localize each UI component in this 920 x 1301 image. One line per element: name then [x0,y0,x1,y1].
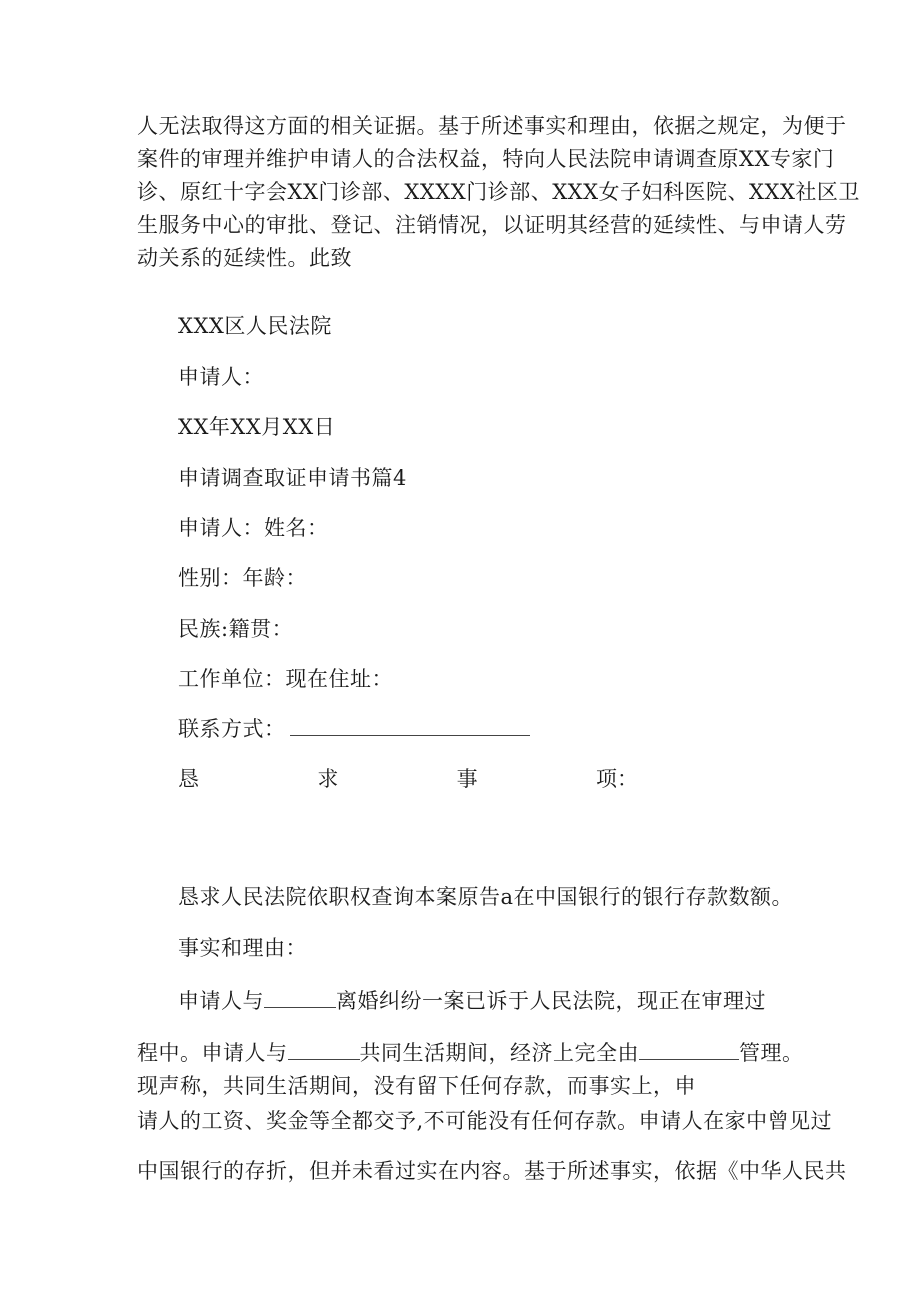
applicant-label: 申请人： [178,365,264,389]
request-char-4: 项： [595,767,638,791]
para2-line-3: 现声称，共同生活期间，没有留下任何存款，而事实上，申 [137,1074,696,1098]
name-field: 申请人：姓名： [178,516,329,540]
request-text: 恳求人民法院依职权查询本案原告a在中国银行的银行存款数额。 [178,885,794,909]
facts-label: 事实和理由： [178,936,307,960]
para2-line-4: 请人的工资、奖金等全都交予,不可能没有任何存款。申请人在家中曾见过 [137,1109,833,1133]
para1-line-5: 动关系的延续性。此致 [137,246,352,270]
request-char-2: 求 [317,767,339,791]
request-char-3: 事 [456,767,478,791]
request-char-1: 恳 [178,767,199,791]
para2-line-1-a: 申请人与 [178,989,264,1013]
contact-blank [290,717,530,736]
blank-1 [264,989,336,1008]
blank-3 [639,1041,739,1060]
para1-line-3: 诊、原红十字会XX门诊部、XXXX门诊部、XXX女子妇科医院、XXX社区卫 [137,180,860,204]
ethnic-native-field: 民族:籍贯： [178,617,294,641]
para2-line-1-b: 离婚纠纷一案已诉于人民法院，现正在审理过 [336,989,766,1013]
blank-2 [288,1041,360,1060]
request-heading [178,766,638,792]
para2-line-1 [178,988,766,1014]
contact-label: 联系方式： [178,717,286,741]
date-line: XX年XX月XX日 [178,415,336,439]
para2-line-2-b: 共同生活期间，经济上完全由 [359,1041,639,1065]
para1-line-4: 生服务中心的审批、登记、注销情况，以证明其经营的延续性、与申请人劳 [137,213,847,237]
contact-row [178,716,530,742]
gender-age-field: 性别：年龄： [178,566,307,590]
court-name: XXX区人民法院 [178,314,332,338]
para1-line-1: 人无法取得这方面的相关证据。基于所述事实和理由，依据之规定，为便于 [137,114,847,138]
para2-line-5: 中国银行的存折，但并未看过实在内容。基于所述事实，依据《中华人民共 [137,1159,847,1183]
para2-line-2-a: 程中。申请人与 [137,1041,288,1065]
section-heading: 申请调查取证申请书篇4 [178,466,407,490]
para2-line-2-c: 管理。 [739,1041,804,1065]
work-address-field: 工作单位：现在住址： [178,667,393,691]
para1-line-2: 案件的审理并维护申请人的合法权益，特向人民法院申请调查原XX专家门 [137,147,835,171]
para2-line-2 [137,1040,804,1066]
